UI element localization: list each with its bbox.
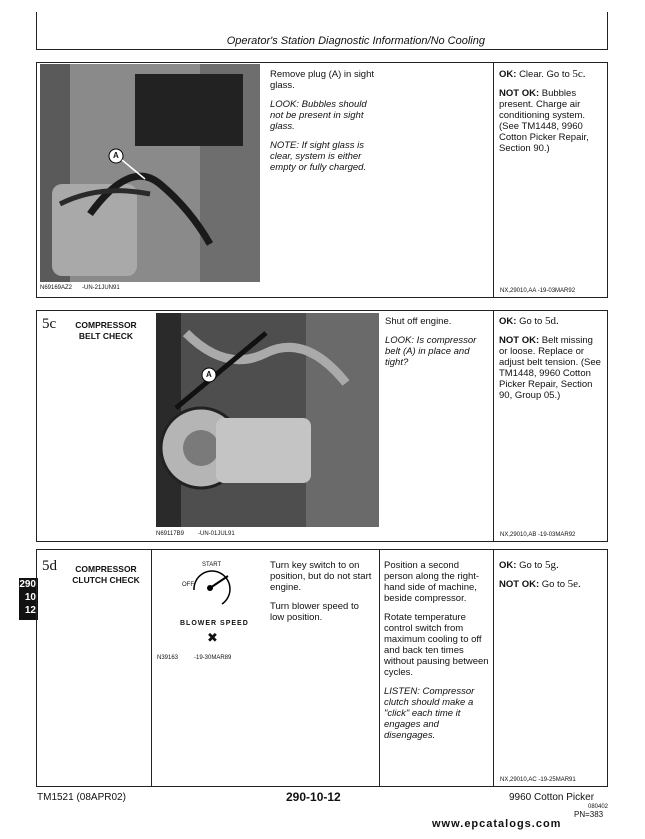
action-column <box>385 316 487 376</box>
action-column <box>270 69 382 181</box>
step-id: 5c <box>42 316 57 332</box>
reference-code: NX,29010,AA -19-03MAR92 <box>500 288 576 294</box>
dial-start-label: START <box>202 562 222 568</box>
sight-glass-photo <box>40 64 260 282</box>
look-text: LOOK: Bubbles should not be present in sight glass. <box>270 99 367 132</box>
ok-result: OK: Clear. Go to 5c. <box>499 68 586 80</box>
action-column <box>270 560 375 631</box>
action-text: Remove plug (A) in sight glass. <box>270 69 375 91</box>
divider <box>151 549 152 787</box>
blower-speed-label: BLOWER SPEED <box>180 620 249 627</box>
reference-code: NX,29010,AC -19-25MAR91 <box>500 777 576 783</box>
result-column <box>499 560 603 598</box>
callout-a: A <box>113 151 119 160</box>
step-title: COMPRESSOR CLUTCH CHECK <box>72 564 140 585</box>
action-text: Turn blower speed to low position. <box>270 601 359 623</box>
ok-result: OK: Go to 5d. <box>499 315 559 327</box>
result-column <box>499 316 603 409</box>
section-number: 290 <box>19 579 36 590</box>
step-id: 5d <box>42 558 57 574</box>
goto-link[interactable]: 5g. <box>544 559 559 571</box>
procedure-text: Position a second person along the right-hand side of machine, beside compressor. <box>384 560 480 604</box>
ok-result: OK: Go to 5g. <box>499 559 559 571</box>
goto-link[interactable]: 5e. <box>567 578 581 590</box>
image-code: N39163 <box>157 655 179 661</box>
website-watermark[interactable]: www.epcatalogs.com <box>432 818 562 830</box>
dial-off-label: OFF <box>182 582 194 588</box>
page-number: 12 <box>24 605 36 616</box>
result-column <box>499 69 603 162</box>
callout-a: A <box>206 370 212 379</box>
note-text: NOTE: If sight glass is clear, system is either empty or fully charged. <box>270 140 367 173</box>
footer-page-number: 290-10-12 <box>286 790 341 804</box>
not-ok-result: NOT OK: Belt missing or loose. Replace or adjust belt tension. (See TM1448, 9960 Cotton Picker Repair, Section 90, Group 05.) <box>499 335 601 401</box>
fan-icon: ✖ <box>207 630 218 645</box>
date-code: 080402 <box>588 804 609 810</box>
divider <box>379 549 380 787</box>
goto-link[interactable]: 5c. <box>572 68 586 80</box>
procedure-column <box>384 560 489 749</box>
divider <box>493 62 494 298</box>
compressor-belt-illustration <box>156 313 379 527</box>
not-ok-result: NOT OK: Go to 5e. <box>499 578 581 590</box>
manual-id: TM1521 (08APR02) <box>37 792 126 803</box>
sight-glass-illustration <box>40 64 260 282</box>
photo-code: N69169AZ2 <box>40 285 73 291</box>
look-text: LOOK: Is compressor belt (A) in place and tight? <box>385 335 477 368</box>
action-text: Turn key switch to on position, but do not start engine. <box>270 560 372 593</box>
goto-link[interactable]: 5d. <box>544 315 559 327</box>
page-pn: PN=383 <box>574 810 604 819</box>
image-date: -19-30MAR89 <box>194 655 232 661</box>
group-number: 10 <box>24 592 36 603</box>
action-text: Shut off engine. <box>385 316 452 327</box>
photo-date: -UN-01JUL91 <box>198 531 235 537</box>
divider <box>493 310 494 542</box>
photo-code: N69117B9 <box>156 531 184 537</box>
page-title: Operator's Station Diagnostic Information/No Cooling <box>226 35 485 47</box>
key-switch-dial <box>182 560 252 610</box>
reference-code: NX,29010,AB -19-03MAR92 <box>500 532 576 538</box>
product-name: 9960 Cotton Picker <box>509 792 595 803</box>
divider <box>493 549 494 787</box>
listen-text: LISTEN: Compressor clutch should make a "click" each time it engages and disengages. <box>384 686 475 741</box>
not-ok-result: NOT OK: Bubbles present. Charge air conditioning system. (See TM1448, 9960 Cotton Picker Repair, Section 90.) <box>499 88 589 154</box>
procedure-text: Rotate temperature control switch from maximum cooling to off and back ten times without pausing between cycles. <box>384 612 489 678</box>
step-title: COMPRESSOR BELT CHECK <box>75 320 137 341</box>
photo-date: -UN-21JUN91 <box>82 285 120 291</box>
compressor-belt-photo <box>156 313 379 527</box>
